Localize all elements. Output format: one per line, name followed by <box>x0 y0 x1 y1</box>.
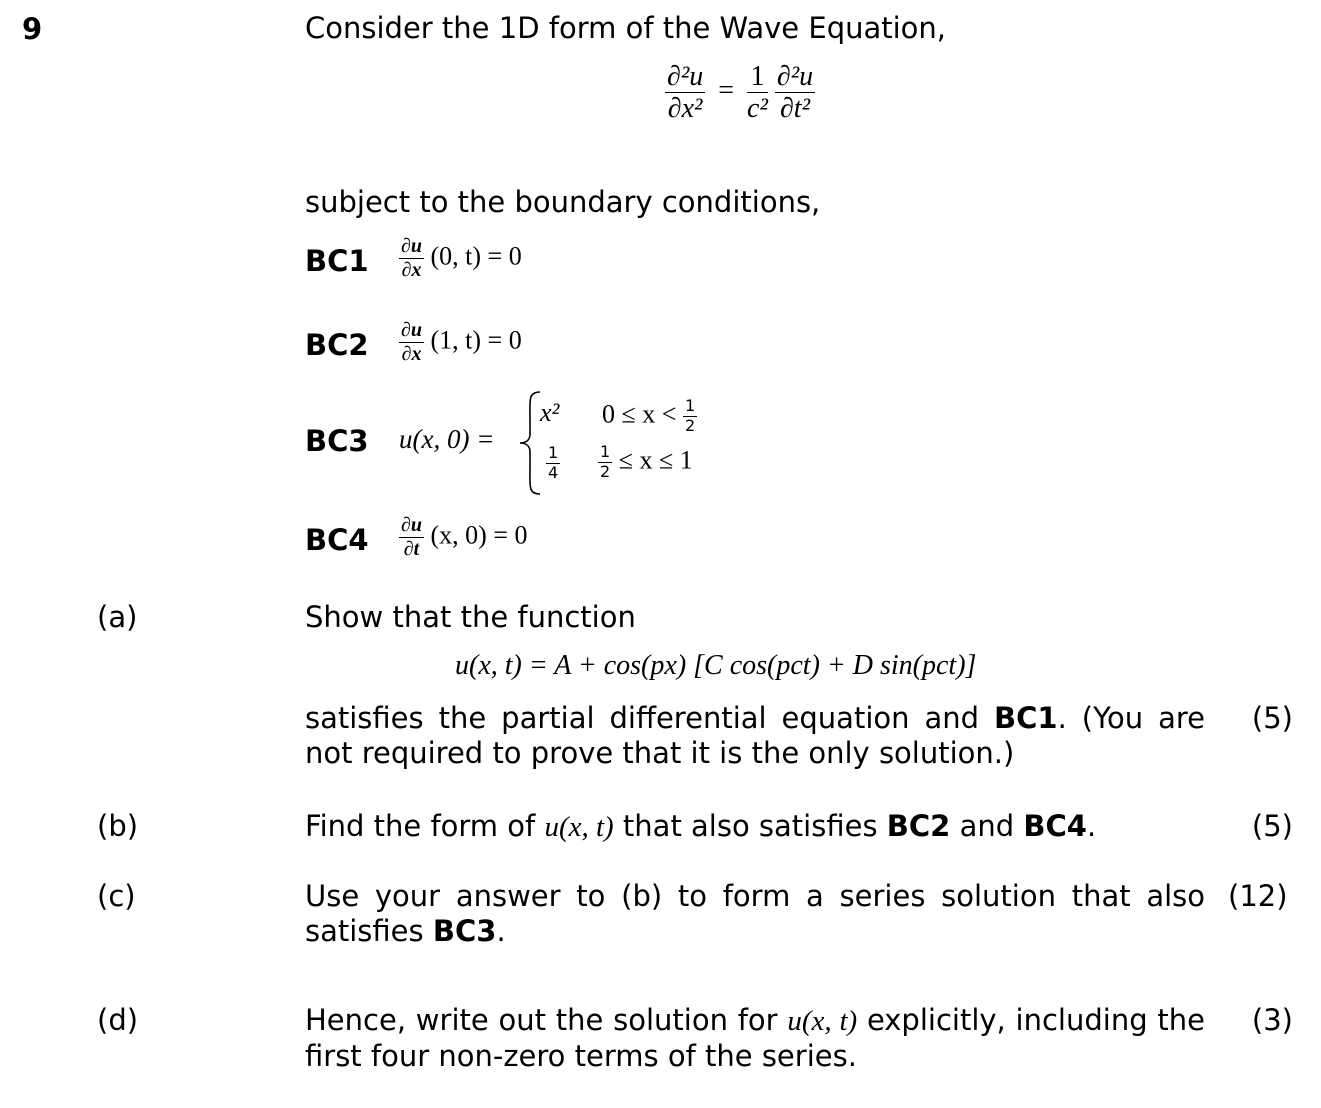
bc1-fraction <box>399 236 424 281</box>
bc2-expression <box>399 320 522 365</box>
part-a-text2-pre: satisfies the partial differential equation and <box>305 701 995 735</box>
part-a-text1: Show that the function <box>305 600 636 634</box>
bc1-expression <box>399 236 522 281</box>
wave-eq-coef-fraction <box>747 62 768 124</box>
bc3-case1-cond: 0 ≤ x < <box>602 399 677 429</box>
bc3-case2-value-den: 4 <box>548 462 559 482</box>
bc3-case2-value-num: 1 <box>548 442 559 462</box>
bc3-case1 <box>602 398 697 435</box>
bc3-case2-fraction <box>598 444 612 481</box>
wave-eq-rhs-num: ∂²u <box>776 61 814 92</box>
wave-eq-lhs-den: ∂x² <box>667 93 703 125</box>
part-d-text-pre: Hence, write out the solution for <box>305 1003 788 1037</box>
bc1-expr: (0, t) = 0 <box>430 241 522 271</box>
bc2-expr: (1, t) = 0 <box>430 325 522 355</box>
bc3-case1-frac-den: 2 <box>684 415 696 435</box>
part-c-label: (c) <box>97 879 136 913</box>
part-a-label: (a) <box>97 600 138 634</box>
bc4-expression <box>399 515 528 560</box>
part-b-bold1: BC2 <box>886 809 951 843</box>
bc2-fraction <box>399 320 424 365</box>
part-c-text-pre: Use your answer to (b) to form a series solution that also satisfies <box>305 879 1205 948</box>
bc3-case2 <box>598 444 693 481</box>
part-d-marks: (3) <box>1251 1003 1293 1037</box>
part-b-bold2: BC4 <box>1023 809 1087 843</box>
part-c-text-post: . <box>496 914 506 948</box>
part-b-marks: (5) <box>1251 809 1293 843</box>
wave-eq-rhs-fraction <box>775 62 815 124</box>
wave-eq-lhs-fraction <box>665 62 705 124</box>
bc3-case1-frac-num: 1 <box>684 396 696 415</box>
bc4-frac-den: ∂t <box>403 538 420 560</box>
bc3-case1-value: x² <box>540 398 560 427</box>
wave-eq-rhs-den: ∂t² <box>779 93 810 125</box>
bc4-expr: (x, 0) = 0 <box>430 520 528 550</box>
wave-eq-coef-den: c² <box>747 93 768 125</box>
part-a-text2 <box>305 701 1205 771</box>
bc4-label: BC4 <box>305 523 369 557</box>
subject-text: subject to the boundary conditions, <box>305 185 821 219</box>
question-number: 9 <box>22 12 43 46</box>
part-c-marks: (12) <box>1228 879 1288 913</box>
bc3-case2-value-fraction <box>546 442 560 482</box>
part-b-text-and: and <box>950 809 1024 843</box>
bc2-frac-num: ∂u <box>401 319 423 341</box>
part-a-text2-post: . (You are not required to prove that it is the only solution.) <box>305 701 1205 770</box>
bc1-frac-den: ∂x <box>401 259 422 281</box>
part-b-label: (b) <box>97 809 139 843</box>
part-a-formula: u(x, t) = A + cos(px) [C cos(pct) + D sin(pct)] <box>455 650 977 681</box>
bc4-frac-num: ∂u <box>401 514 423 536</box>
bc3-case2-value <box>546 444 560 481</box>
part-c-text <box>305 879 1205 949</box>
wave-equation <box>665 62 815 124</box>
bc3-label: BC3 <box>305 424 369 458</box>
question-intro: Consider the 1D form of the Wave Equation, <box>305 11 947 45</box>
bc3-case1-fraction <box>683 398 697 435</box>
bc2-frac-den: ∂x <box>401 343 422 365</box>
part-b-text-pre: Find the form of <box>305 809 545 843</box>
part-d-label: (d) <box>97 1003 139 1037</box>
bc1-frac-num: ∂u <box>401 235 423 257</box>
wave-eq-lhs-num: ∂²u <box>667 61 704 92</box>
part-b-text-mid: that also satisfies <box>613 809 887 843</box>
part-d-text-math: u(x, t) <box>787 1005 858 1037</box>
part-b-text-post: . <box>1086 809 1097 843</box>
part-b-text <box>305 809 1096 844</box>
wave-eq-equals: = <box>718 75 735 107</box>
part-c-bold: BC3 <box>432 914 497 948</box>
bc3-lhs: u(x, 0) = <box>399 424 495 454</box>
bc4-fraction <box>399 515 424 560</box>
wave-eq-coef-num: 1 <box>747 62 768 93</box>
bc1-label: BC1 <box>305 244 369 278</box>
bc3-case2-frac-den: 2 <box>600 461 611 481</box>
part-d-text <box>305 1003 1205 1074</box>
part-d-text-post: explicitly, including the first four non-zero terms of the series. <box>305 1003 1205 1073</box>
part-b-text-math: u(x, t) <box>544 811 614 843</box>
bc3-case2-cond: ≤ x ≤ 1 <box>618 445 693 475</box>
bc3-case2-frac-num: 1 <box>600 442 611 461</box>
bc2-label: BC2 <box>305 328 369 362</box>
part-a-text2-bold: BC1 <box>994 701 1058 735</box>
part-a-marks: (5) <box>1251 701 1293 735</box>
